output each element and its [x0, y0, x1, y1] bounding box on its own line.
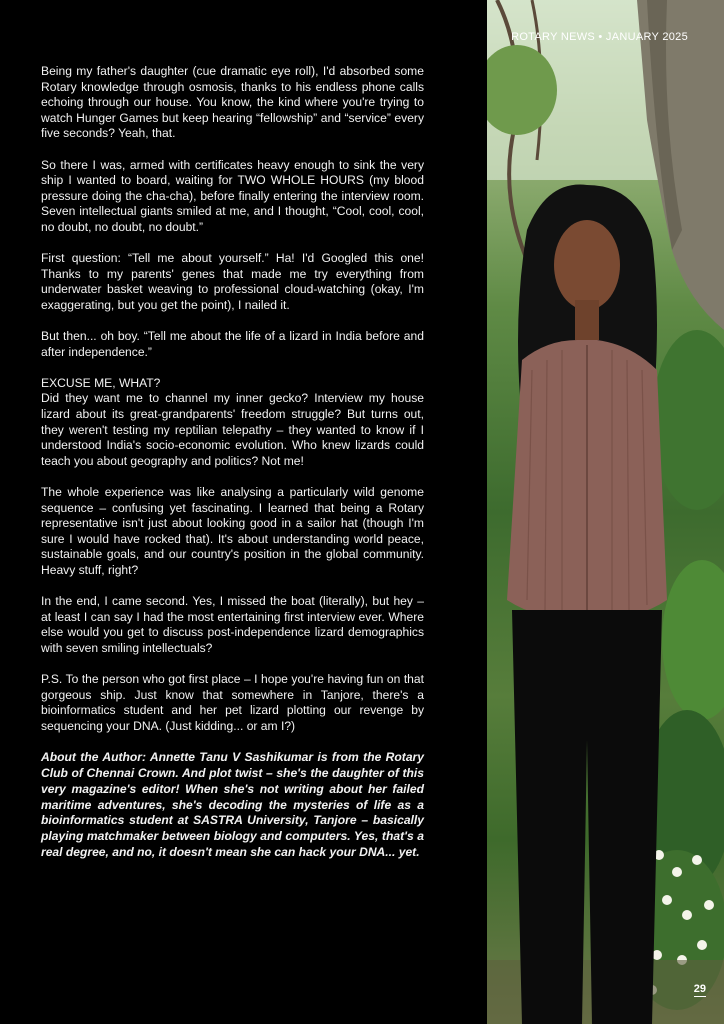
article-paragraph-heading: EXCUSE ME, WHAT?: [41, 375, 161, 390]
article-paragraph: Being my father's daughter (cue dramatic eye roll), I'd absorbed some Rotary knowledge through osmosis, thanks to his endless phone calls echoing through our house. You know, the kind where you're trying to watch Hunger Games but keep hearing “fellowship” and “service” every five seconds? Yeah, that.: [41, 64, 424, 141]
article-paragraph: In the end, I came second. Yes, I missed the boat (literally), but hey – at least I can say I had the most entertaining first interview ever. Where else would you get to discuss post-independence lizard demographics with seven smiling intellectuals?: [41, 594, 424, 655]
page-number: 29: [693, 983, 706, 995]
author-photo: [487, 0, 724, 1024]
author-bio: About the Author: Annette Tanu V Sashikumar is from the Rotary Club of Chennai Crown. And plot twist – she's the daughter of this very magazine's editor! When she's not writing about her failed maritime adventures, she's decoding the mysteries of life as a bioinformatics student at SASTRA University, Tanjore – basically playing matchmaker between biology and computers. Yes, that's a real degree, and no, it doesn't mean she can hack your DNA... yet.: [41, 750, 424, 859]
article-paragraph: But then... oh boy. “Tell me about the life of a lizard in India before and after independence.”: [41, 329, 424, 359]
article-paragraph: Did they want me to channel my inner gecko? Interview my house lizard about its great-grandparents' freedom struggle? But turns out, they weren't testing my reptilian telepathy – they wanted to know if I understood India's socio-economic evolution. Who knew lizards could teach you about geography and politics? Not me!: [41, 391, 424, 468]
magazine-header-label: ROTARY NEWS • JANUARY 2025: [511, 31, 688, 43]
article-paragraph: So there I was, armed with certificates heavy enough to sink the very ship I wanted to board, waiting for TWO WHOLE HOURS (my blood pressure doing the cha-cha), before finally entering the interview room. Seven intellectual giants smiled at me, and I thought, “Cool, cool, cool, no doubt, no doubt, no doubt.”: [41, 157, 424, 234]
article-body: [41, 64, 424, 876]
author-photo-illustration: [487, 0, 724, 1024]
article-paragraph: The whole experience was like analysing a particularly wild genome sequence – confusing yet fascinating. I learned that being a Rotary representative isn't just about looking good in a sailor hat (though I'm sure I would have rocked that). It's about understanding world peace, sustainable goals, and our country's position in the global community. Heavy stuff, right?: [41, 485, 424, 577]
article-paragraph: P.S. To the person who got first place – I hope you're having fun on that gorgeous ship. Just know that somewhere in Tanjore, there's a bioinformatics student and her pet lizard plotting our revenge by sequencing your DNA. (Just kidding... or am I?): [41, 672, 424, 733]
article-paragraph: First question: “Tell me about yourself.” Ha! I'd Googled this one! Thanks to my parents' genes that made me try everything from underwater basket weaving to professional cloud-watching (okay, I'm exaggerating, but you get the point), I nailed it.: [41, 251, 424, 312]
